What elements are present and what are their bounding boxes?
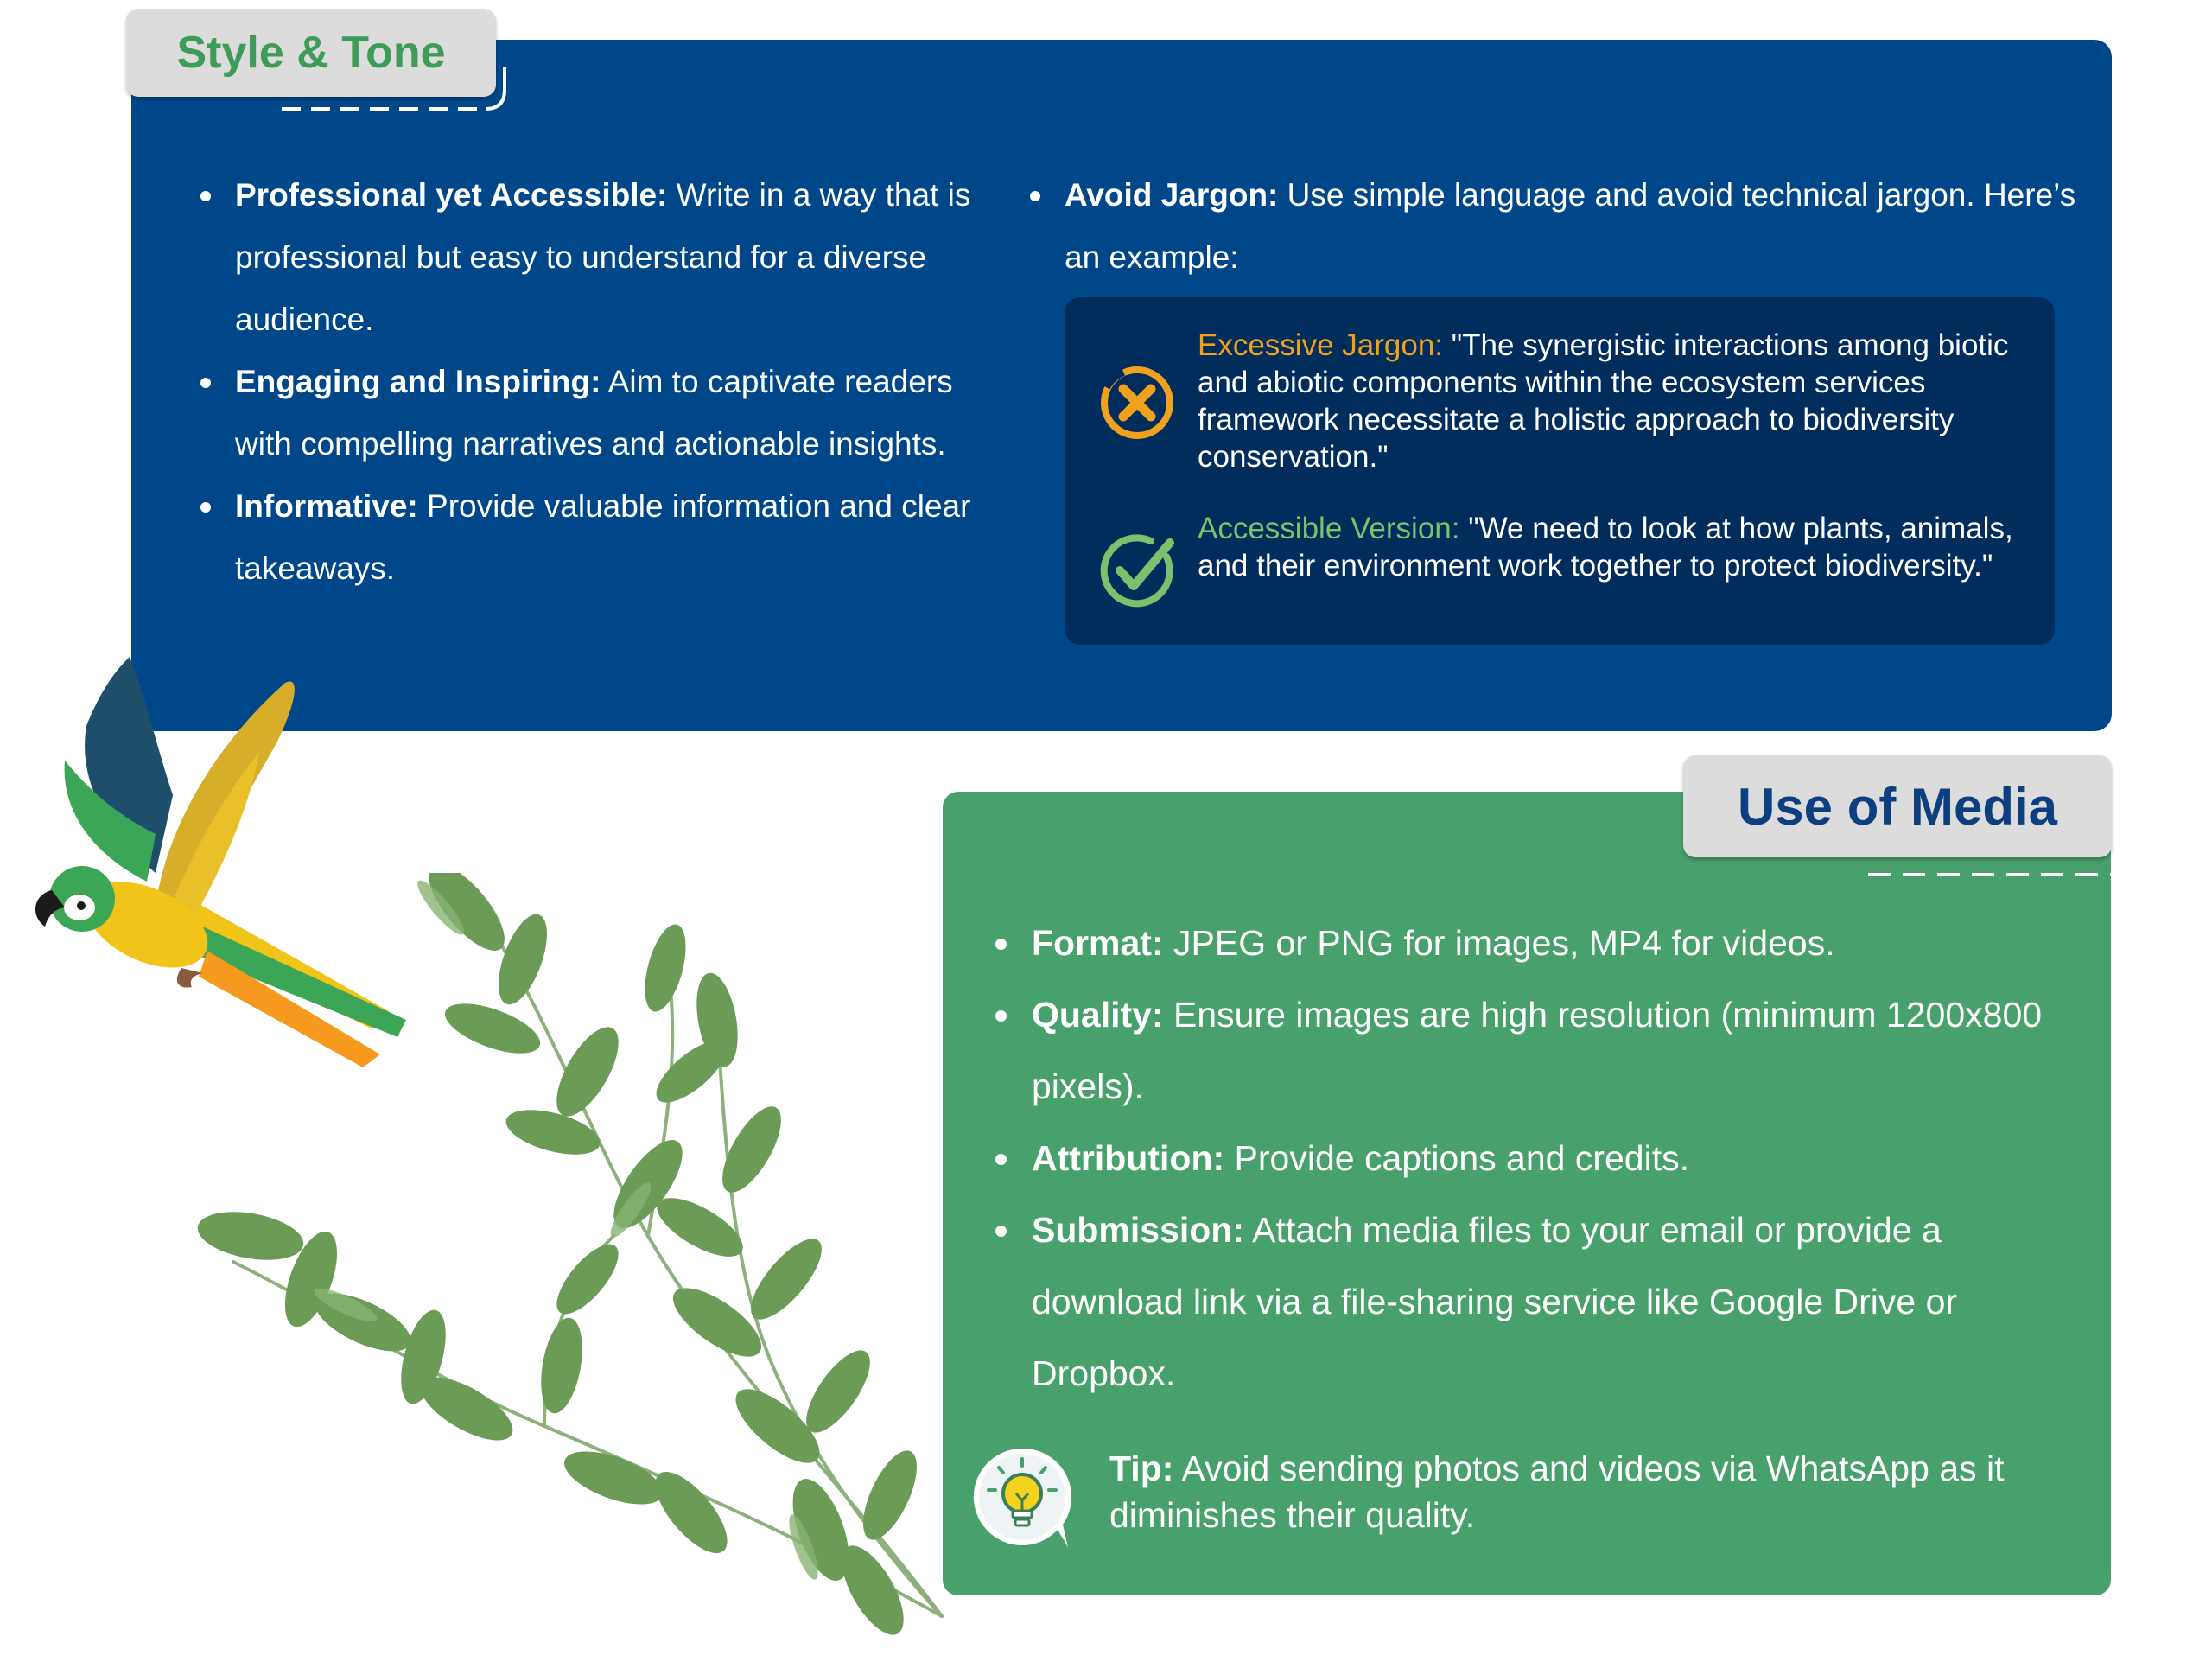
style-tone-right-column [1028, 164, 2091, 289]
style-tone-left-column [199, 164, 976, 600]
tip-text: Tip: Avoid sending photos and videos via WhatsApp as it diminishes their quality. [1109, 1449, 2005, 1535]
list-item: Quality: Ensure images are high resolution (minimum 1200x800 pixels). [994, 979, 2091, 1123]
list-item: Attribution: Provide captions and credits. [994, 1123, 2091, 1194]
accessible-example: Accessible Version: "We need to look at how plants, animals, and their environment work together to protect biodiversity." [1198, 512, 2013, 583]
list-item: Avoid Jargon: Use simple language and avoid technical jargon. Here’s an example: [1028, 164, 2091, 289]
check-circle-icon [1097, 531, 1177, 610]
use-of-media-list [994, 907, 2091, 1410]
lightbulb-icon [968, 1443, 1077, 1552]
macaw-parrot-illustration [26, 648, 415, 1080]
style-tone-title: Style & Tone [126, 9, 496, 97]
jargon-example-box [1065, 297, 2055, 645]
use-of-media-title: Use of Media [1683, 755, 2112, 857]
list-item: Informative: Provide valuable information and clear takeaways. [199, 475, 976, 600]
list-item: Engaging and Inspiring: Aim to captivate readers with compelling narratives and actionable insights. [199, 351, 976, 475]
list-item: Submission: Attach media files to your email or provide a download link via a file-sharing service like Google Drive or Dropbox. [994, 1194, 2091, 1410]
x-circle-icon [1097, 363, 1177, 443]
list-item: Professional yet Accessible: Write in a way that is professional but easy to understand for a diverse audience. [199, 164, 976, 351]
list-item: Format: JPEG or PNG for images, MP4 for videos. [994, 907, 2091, 979]
jargon-example: Excessive Jargon: "The synergistic interactions among biotic and abiotic components within the ecosystem services framework necessitate a holistic approach to biodiversity conservation." [1198, 328, 2009, 474]
